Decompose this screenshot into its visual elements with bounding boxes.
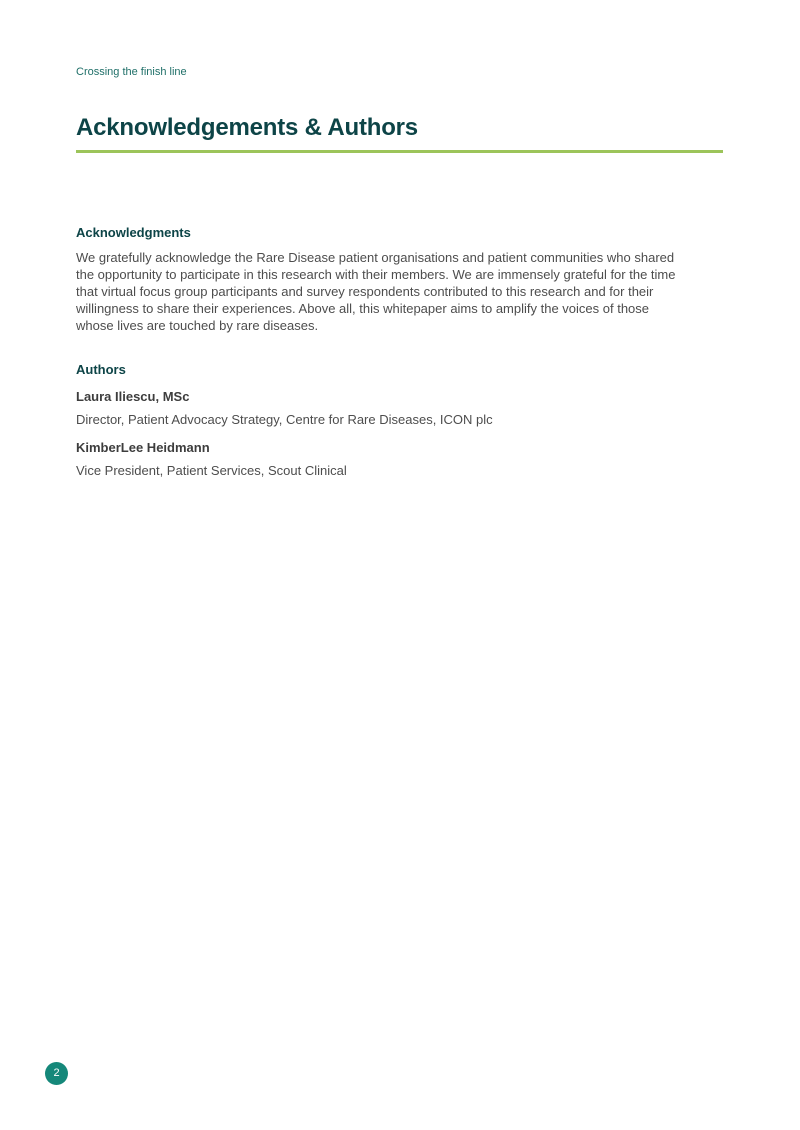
running-header: Crossing the finish line <box>76 66 187 78</box>
acknowledgments-body: We gratefully acknowledge the Rare Disease patient organisations and patient communities who shared the opportunity to participate in this research with their members. We are immensely grateful for the time that virtual focus group participants and survey respondents contributed to this research and for their willingness to share their experiences. Above all, this whitepaper aims to amplify the voices of those whose lives are touched by rare diseases. <box>76 250 676 333</box>
authors-heading: Authors <box>76 362 126 377</box>
author-role: Vice President, Patient Services, Scout Clinical <box>76 463 347 478</box>
author-name: KimberLee Heidmann <box>76 440 210 455</box>
acknowledgments-heading: Acknowledgments <box>76 225 191 240</box>
page-number-badge: 2 <box>45 1062 68 1085</box>
title-divider <box>76 150 723 153</box>
page-title: Acknowledgements & Authors <box>76 114 418 141</box>
author-role: Director, Patient Advocacy Strategy, Centre for Rare Diseases, ICON plc <box>76 412 493 427</box>
author-name: Laura Iliescu, MSc <box>76 389 190 404</box>
